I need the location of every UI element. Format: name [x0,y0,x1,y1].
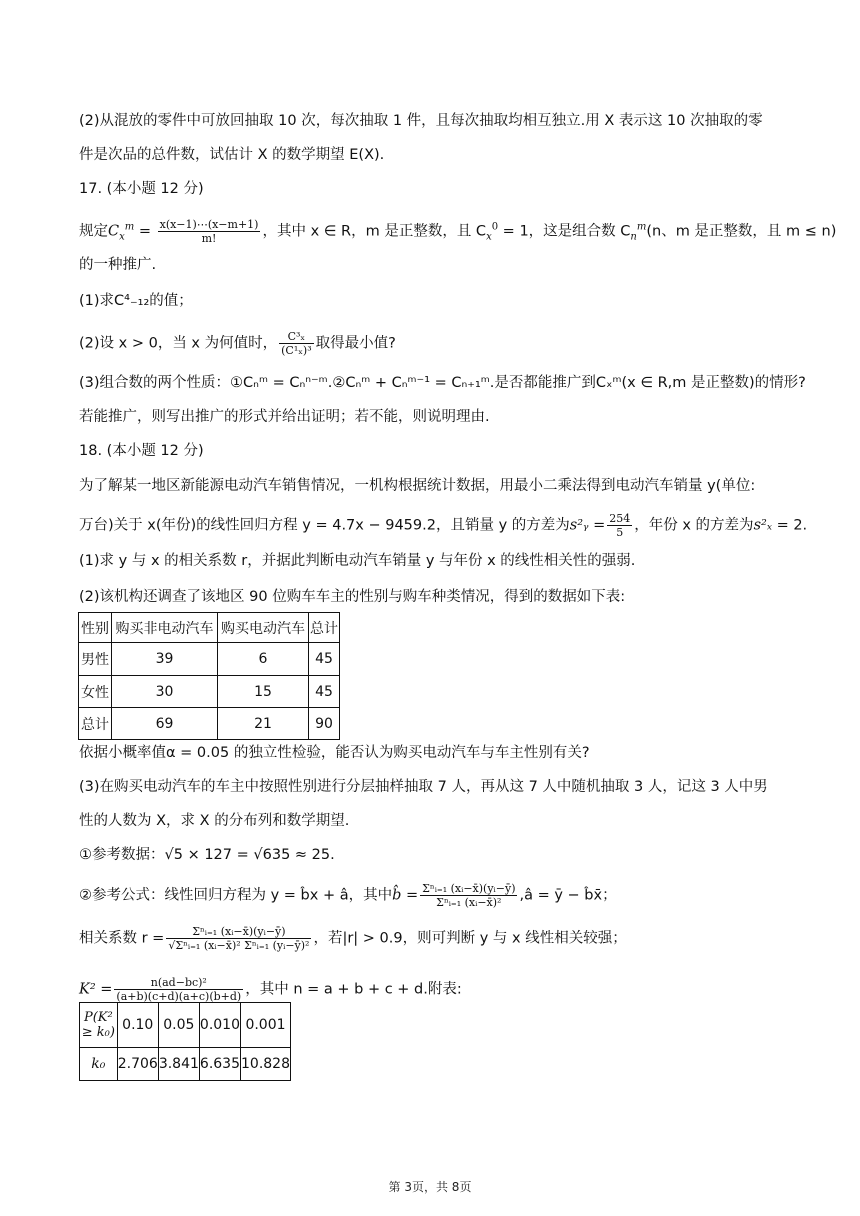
table-header-row [79,613,340,643]
table-cell: 21 [218,708,309,740]
k-squared-fraction: $\frac{\text{n(ad−bc)²}}{(a+b)(c+d)(a+c)(b+d)}$ [116,976,242,1003]
table-cell: P(K² ≥ k₀) [80,1003,118,1048]
table-cell: 购买非电动汽车 [112,613,218,643]
q18-part1: (1)求 y 与 x 的相关系数 r，并据此判断电动汽车销量 y 与年份 x 的线性相关性的强弱. [79,553,636,569]
reference-formula-correlation: 相关系数 r = $\frac{\text{Σⁿᵢ₌₁ (xᵢ−x̄)(yᵢ−ȳ)}}{\text{√Σⁿᵢ₌₁ (xᵢ−x̄)² Σⁿᵢ₌₁ (yᵢ−ȳ)²}}$ ，若|r| > 0.9，则可判断 y 与 x 线性相关较强； [79,925,627,952]
q18-part3-cont: 性的人数为 X，求 X 的分布列和数学期望. [79,813,350,829]
gender-purchase-table [78,612,340,740]
table-cell: k₀ [80,1048,118,1081]
table-cell: 39 [112,643,218,676]
table-cell: 6 [218,643,309,676]
table-cell: 2.706 [117,1048,158,1081]
table-cell: 6.635 [199,1048,240,1081]
table-cell: 0.05 [158,1003,199,1048]
q16-part2-line1: (2)从混放的零件中可放回抽取 10 次，每次抽取 1 件，且每次抽取均相互独立.用 X 表示这 10 次抽取的零 [79,113,763,129]
q17-part3-cont: 若能推广，则写出推广的形式并给出证明；若不能，则说明理由. [79,409,490,425]
table-cell: 女性 [79,676,112,708]
table-cell: 3.841 [158,1048,199,1081]
q18-regression: 万台)关于 x(年份)的线性回归方程 y = 4.7x − 9459.2，且销量 y 的方差为s²ᵧ = $\frac{254}{5}$ ，年份 x 的方差为s²ₓ = 2. [79,512,808,539]
q18-heading: 18. (本小题 12 分) [79,443,204,459]
critical-value-table [79,1002,291,1081]
q18-intro: 为了解某一地区新能源电动汽车销售情况，一机构根据统计数据，用最小二乘法得到电动汽车销量 y(单位: [79,478,756,494]
cxm-fraction: $\frac{x(x-1)\cdots(x-m+1)}{m!}$ [159,218,259,245]
table-cell: 45 [309,643,340,676]
table-cell: 性别 [79,613,112,643]
q17-extension: 的一种推广. [79,257,157,273]
q18-part3: (3)在购买电动汽车的车主中按照性别进行分层抽样抽取 7 人，再从这 7 人中随机抽取 3 人，记这 3 人中男 [79,779,768,795]
table-cell: 10.828 [241,1048,291,1081]
table-cell: 30 [112,676,218,708]
page-footer: 第 3页，共 8页 [388,1180,472,1194]
reference-formula-regression: ②参考公式：线性回归方程为 y = b̂x + â，其中b̂ = $\frac{\text{Σⁿᵢ₌₁ (xᵢ−x̄)(yᵢ−ȳ)}}{\text{Σⁿᵢ₌₁ (xᵢ−x̄)²}}$ ,â = ȳ − b̂x̄； [79,882,617,909]
table-cell: 男性 [79,643,112,676]
q18-part2: (2)该机构还调查了该地区 90 位购车车主的性别与购车种类情况，得到的数据如下表: [79,589,626,605]
table-row [79,643,340,676]
sy-fraction: $\frac{254}{5}$ [609,512,631,539]
table-row [79,708,340,740]
table-cell: 0.10 [117,1003,158,1048]
r-fraction: $\frac{\text{Σⁿᵢ₌₁ (xᵢ−x̄)(yᵢ−ȳ)}}{\text{√Σⁿᵢ₌₁ (xᵢ−x̄)² Σⁿᵢ₌₁ (yᵢ−ȳ)²}}$ [168,925,310,952]
table-cell: 0.001 [241,1003,291,1048]
q17-definition: 规定$C_x^m$ = $\frac{x(x-1)\cdots(x-m+1)}{m!}$ ，其中 x ∈ R，m 是正整数，且 $C_x^0 = 1$，这是组合数 $C_n^m(n$、m 是正整数，且 m ≤ n) [79,218,837,245]
table-cell: 总计 [79,708,112,740]
table-header-row [80,1003,291,1048]
table-cell: 69 [112,708,218,740]
table-cell: 0.010 [199,1003,240,1048]
reference-formula-chi-square: K² = $\frac{\text{n(ad−bc)²}}{(a+b)(c+d)(a+c)(b+d)}$ ，其中 n = a + b + c + d.附表: [79,976,462,1003]
cx-ratio-fraction: $\frac{\text{C³ₓ}}{\text{(C¹ₓ)³}}$ [281,330,312,357]
reference-data: ①参考数据：√5 × 127 = √635 ≈ 25. [79,847,335,863]
table-cell: 15 [218,676,309,708]
table-cell: 购买电动汽车 [218,613,309,643]
table-row [80,1048,291,1081]
q18-independence-test: 依据小概率值α = 0.05 的独立性检验，能否认为购买电动汽车与车主性别有关? [79,745,590,761]
table-cell: 45 [309,676,340,708]
q16-part2-line2: 件是次品的总件数，试估计 X 的数学期望 E(X). [79,147,385,163]
q17-part2: (2)设 x > 0，当 x 为何值时， $\frac{\text{C³ₓ}}{\text{(C¹ₓ)³}}$ 取得最小值? [79,330,396,357]
q17-part1: (1)求C⁴₋₁₂的值； [79,293,193,309]
q17-part3: (3)组合数的两个性质：①Cₙᵐ = Cₙⁿ⁻ᵐ.②Cₙᵐ + Cₙᵐ⁻¹ = Cₙ₊₁ᵐ.是否都能推广到Cₓᵐ(x ∈ R,m 是正整数)的情形? [79,375,806,391]
q17-heading: 17. (本小题 12 分) [79,181,204,197]
table-cell: 90 [309,708,340,740]
table-row [79,676,340,708]
table-cell: 总计 [309,613,340,643]
b-hat-fraction: $\frac{\text{Σⁿᵢ₌₁ (xᵢ−x̄)(yᵢ−ȳ)}}{\text{Σⁿᵢ₌₁ (xᵢ−x̄)²}}$ [422,882,516,909]
